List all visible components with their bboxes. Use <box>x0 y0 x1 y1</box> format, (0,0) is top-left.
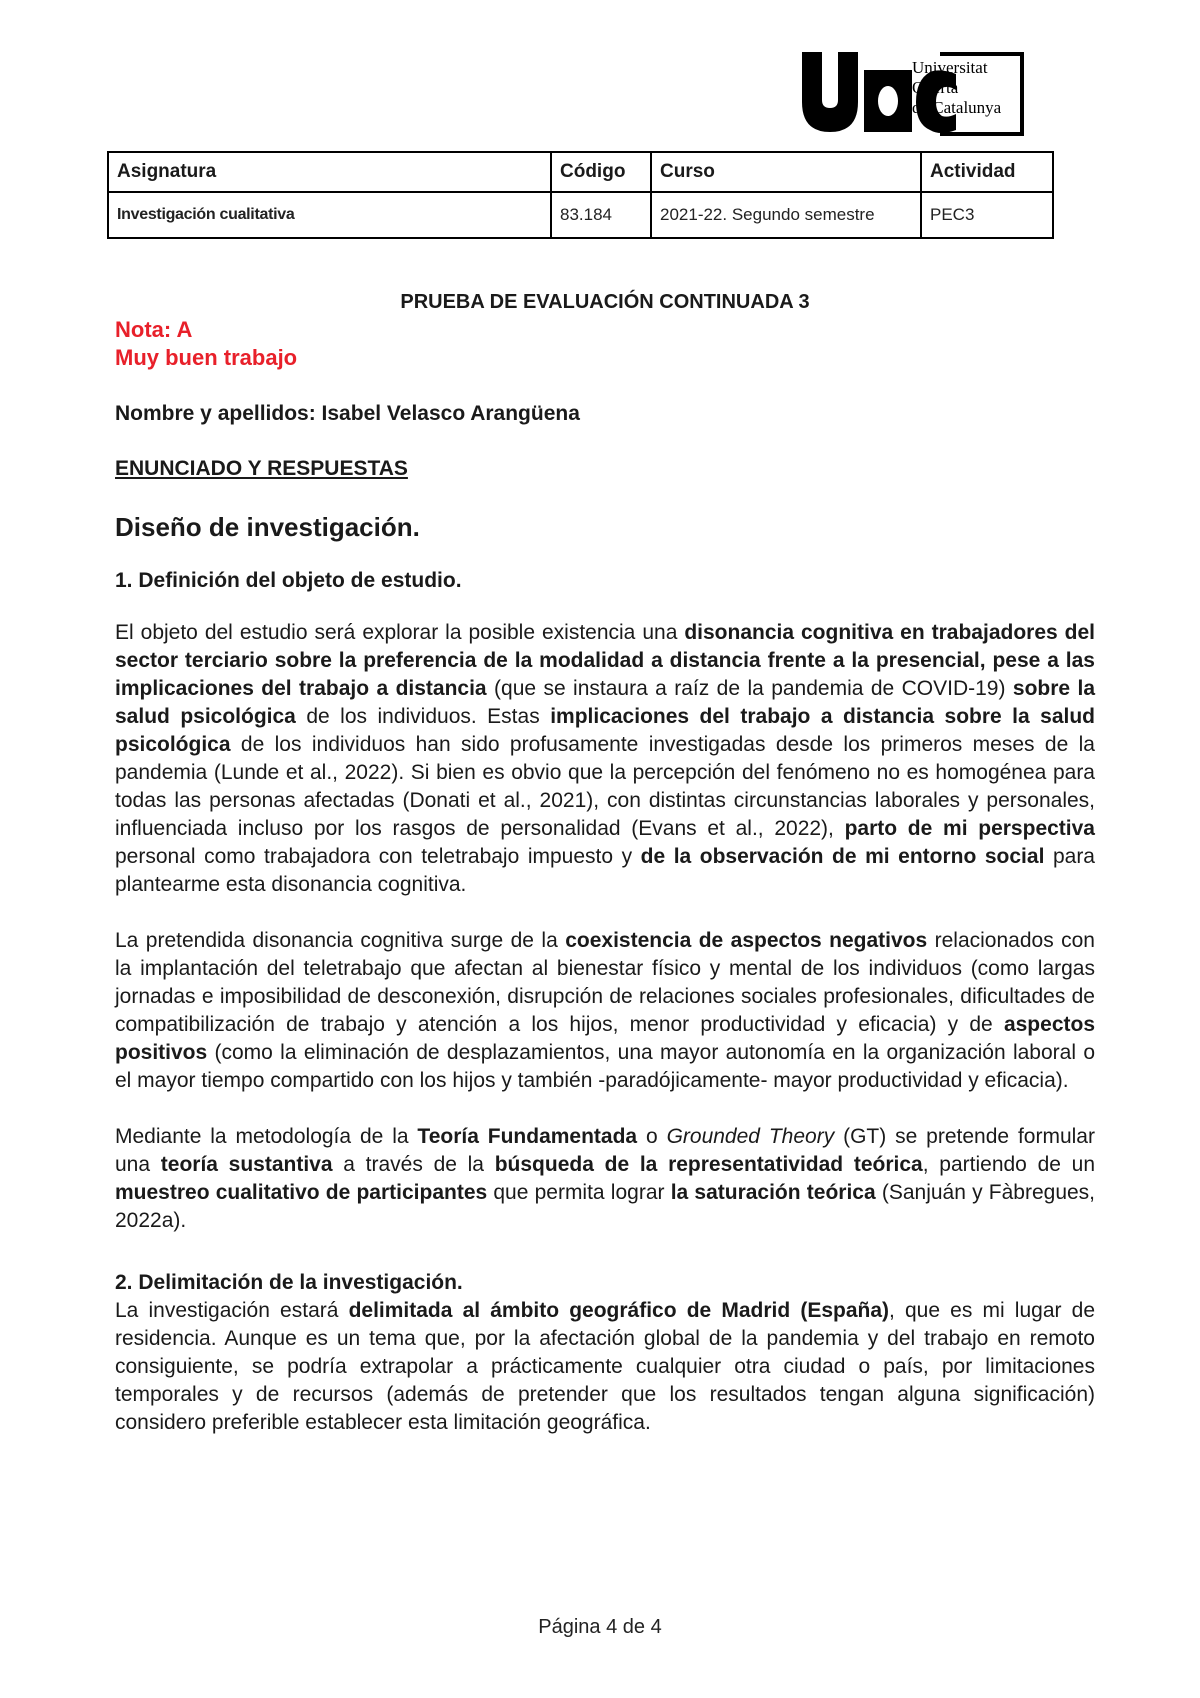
text-run-bold: teoría sustantiva <box>160 1153 333 1176</box>
text-run-bold: muestreo cualitativo de participantes <box>115 1181 488 1204</box>
text-run-bold: parto de mi perspectiva <box>844 817 1095 840</box>
table-header-row <box>108 152 1053 192</box>
text-run-bold: disonancia cognitiva en trabajadores del sector terciario sobre la preferencia de la modalidad a distancia frente a la presencial, pese a las implicaciones del trabajo a distancia <box>115 621 1095 700</box>
subject-info-table <box>107 151 1054 239</box>
text-run-bold: la saturación teórica <box>670 1181 876 1204</box>
logo-line-2: Oberta <box>912 78 959 97</box>
text-run-bold: implicaciones del trabajo a distancia sobre la salud psicológica <box>115 705 1096 756</box>
question-2-heading: 2. Delimitación de la investigación. <box>115 1271 463 1294</box>
text-run: a través de la <box>332 1153 495 1176</box>
grade-label: Nota: A <box>115 317 193 342</box>
text-run: , que es mi lugar de residencia. Aunque es un tema que, por la afectación global de la pandemia y del trabajo en remoto consiguiente, se podría extrapolar a prácticamente cualquier otra ciudad o país, por limitaciones temporales y de recursos (además de pretender que los resultados tengan alguna significación) considero preferible establecer esta limitación geográfica. <box>115 1299 1095 1434</box>
text-run: (que se instaura a raíz de la pandemia de COVID-19) <box>486 677 1013 700</box>
text-run: relacionados con la implantación del teletrabajo que afectan al bienestar físico y mental de los individuos (como largas jornadas e imposibilidad de desconexión, disrupción de relaciones sociales profesionales, dificultades de compatibilización de trabajo y atención a los hijos, menor productividad y eficacia) y de <box>115 929 1095 1036</box>
text-run: , partiendo de un <box>922 1153 1096 1176</box>
text-run-bold: sobre la salud psicológica <box>115 677 1096 728</box>
value-curso: 2021-22. Segundo semestre <box>651 192 921 238</box>
text-run-italic: Grounded Theory <box>666 1125 835 1148</box>
header-codigo: Código <box>551 152 651 192</box>
text-run-bold: coexistencia de aspectos negativos <box>565 929 928 952</box>
text-run: (GT) se pretende formular una <box>115 1125 1095 1176</box>
header-curso: Curso <box>651 152 921 192</box>
text-run: para plantearme esta disonancia cognitiva. <box>115 845 1095 896</box>
text-run: La investigación estará <box>115 1299 349 1322</box>
text-run: (Sanjuán y Fàbregues, 2022a). <box>115 1181 1096 1232</box>
section-heading: ENUNCIADO Y RESPUESTAS <box>115 457 408 480</box>
text-run: personal como trabajadora con teletrabajo impuesto y <box>115 845 641 868</box>
document-body <box>115 288 1095 1437</box>
page-title: PRUEBA DE EVALUACIÓN CONTINUADA 3 <box>400 291 810 313</box>
question-1-heading: 1. Definición del objeto de estudio. <box>115 569 462 592</box>
text-run-bold: búsqueda de la representatividad teórica <box>494 1153 923 1176</box>
question-2-paragraph-1 <box>115 1297 1095 1437</box>
text-run-bold: de la observación de mi entorno social <box>640 845 1045 868</box>
text-run-bold: aspectos positivos <box>115 1013 1095 1064</box>
table-row <box>108 192 1053 238</box>
text-run-bold: delimitada al ámbito geográfico de Madrid (España) <box>348 1299 890 1322</box>
text-run: Mediante la metodología de la <box>115 1125 418 1148</box>
value-asignatura: Investigación cualitativa <box>108 192 551 238</box>
question-1-paragraph-2 <box>115 927 1095 1095</box>
header-actividad: Actividad <box>921 152 1053 192</box>
grade-comment: Muy buen trabajo <box>115 345 298 370</box>
text-run-bold: Teoría Fundamentada <box>417 1125 638 1148</box>
logo-line-1: Universitat <box>912 58 988 77</box>
text-run: (como la eliminación de desplazamientos, una mayor autonomía en la organización laboral o el mayor tiempo compartido con los hijos y también -paradójicamente- mayor productividad y eficacia). <box>115 1041 1095 1092</box>
question-1-paragraph-3 <box>115 1123 1095 1235</box>
text-run: de los individuos. Estas <box>295 705 551 728</box>
question-1-paragraph-1 <box>115 619 1095 899</box>
text-run: que permita lograr <box>487 1181 671 1204</box>
text-run: o <box>637 1125 667 1148</box>
header-asignatura: Asignatura <box>108 152 551 192</box>
logo-wordmark <box>912 58 1001 118</box>
page-number: Página 4 de 4 <box>538 1616 662 1638</box>
text-run: El objeto del estudio será explorar la posible existencia una <box>115 621 685 644</box>
student-name: Nombre y apellidos: Isabel Velasco Arangüena <box>115 402 580 425</box>
text-run: de los individuos han sido profusamente investigadas desde los primeros meses de la pandemia (Lunde et al., 2022). Si bien es obvio que la percepción del fenómeno no es homogénea para todas las personas afectadas (Donati et al., 2021), con distintas circunstancias laborales y personales, influenciada incluso por los rasgos de personalidad (Evans et al., 2022), <box>115 733 1095 840</box>
value-actividad: PEC3 <box>921 192 1053 238</box>
text-run: La pretendida disonancia cognitiva surge de la <box>115 929 566 952</box>
logo-line-3: de Catalunya <box>912 98 1002 117</box>
value-codigo: 83.184 <box>551 192 651 238</box>
design-heading: Diseño de investigación. <box>115 512 420 542</box>
